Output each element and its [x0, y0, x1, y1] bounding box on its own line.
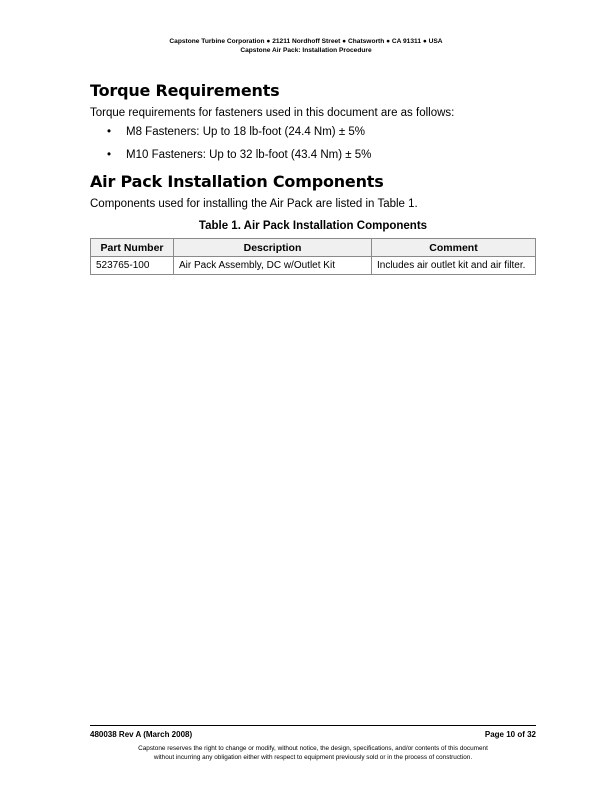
header-document-title: Capstone Air Pack: Installation Procedure: [240, 47, 372, 54]
list-item: [90, 148, 536, 163]
page-number: Page 10 of 32: [484, 730, 536, 739]
cell-description: Air Pack Assembly, DC w/Outlet Kit: [174, 257, 372, 275]
footer-row: [90, 729, 536, 740]
page-footer: [90, 725, 536, 762]
list-item-text: M8 Fasteners: Up to 18 lb-foot (24.4 Nm) ± 5%: [126, 126, 365, 138]
cell-part-number: 523765-100: [91, 257, 174, 275]
torque-list: [90, 125, 536, 163]
components-intro: Components used for installing the Air Pack are listed in Table 1.: [90, 198, 418, 210]
torque-intro: Torque requirements for fasteners used in this document are as follows:: [90, 107, 455, 119]
list-item: [90, 125, 536, 140]
table-row: [91, 257, 536, 275]
header-company-line: Capstone Turbine Corporation ● 21211 Nordhoff Street ● Chatsworth ● CA 91311 ● USA: [169, 38, 443, 45]
bullet-icon: •: [107, 149, 112, 161]
document-revision: 480038 Rev A (March 2008): [90, 730, 193, 739]
table-caption: Table 1. Air Pack Installation Components: [198, 220, 428, 232]
page-header: [0, 37, 612, 55]
components-heading: Air Pack Installation Components: [90, 172, 384, 191]
cell-comment: Includes air outlet kit and air filter.: [372, 257, 536, 275]
torque-heading: Torque Requirements: [90, 81, 280, 100]
column-header-comment: Comment: [372, 239, 536, 257]
disclaimer-line: without incurring any obligation either with respect to equipment previously sold or in the process of construction.: [153, 754, 473, 761]
bullet-icon: •: [107, 126, 112, 138]
column-header-description: Description: [174, 239, 372, 257]
disclaimer-line: Capstone reserves the right to change or modify, without notice, the design, specifications, and/or contents of this document: [138, 745, 488, 752]
column-header-part-number: Part Number: [91, 239, 174, 257]
page-content: [90, 80, 536, 275]
list-item-text: M10 Fasteners: Up to 32 lb-foot (43.4 Nm) ± 5%: [126, 149, 372, 161]
table-header-row: [91, 239, 536, 257]
footer-disclaimer: [90, 744, 536, 762]
components-table: [90, 238, 536, 275]
